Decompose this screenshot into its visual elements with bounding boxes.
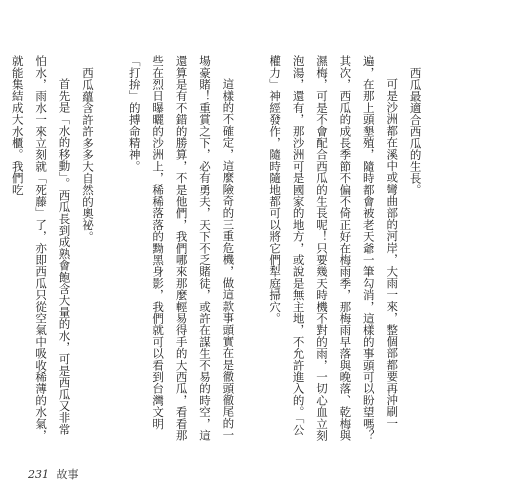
paragraph-4: 西瓜蘊含許許多多大自然的奧祕。 — [80, 66, 95, 242]
paragraph-5: 首先是「水的移動」。西瓜長到成熟會飽含大量的水，可是西瓜又非常怕水，雨水一來立刻就「死藤」了，亦即西瓜只從空氣中吸收稀薄的水氣，就能集結成大水櫃。我們吃 — [10, 55, 72, 442]
page-footer — [28, 466, 79, 482]
paragraph-3: 這樣的不確定，這麼險奇的三重危機，做這款事頭實在是徹頭徹尾的一場豪賭！重賞之下，必有勇夫，天下不乏賭徒，或許在謀生不易的時空，這還算是有不錯的勝算，不是他們，我們哪來那麼輕易得手的大西瓜，看看那些在烈日曝曬的沙洲上，稀稀落落的黝黑身影，我們就可以看到台灣文明「打拚」的搏命精神。 — [127, 55, 236, 442]
page-number: 231 — [28, 468, 49, 481]
paragraph-2: 可是沙洲都在溪中或彎曲部的河岸，大雨一來，整個部都要再沖刷一遍，在那上頭墾殖，隨時都會被老天爺一筆勾消，這樣的事頭可以盼望嗎？其次，西瓜的成長季節不偏不倚正好在梅雨季，那梅雨早落與晚落、乾梅與濕梅，可是不會配合西瓜的生長呢！只要幾天時機不對的雨，一切心血立刻泡湯，還有，那沙洲可是國家的地方，或說是無主地，不允許進入的。「公權力」神經發作，隨時隨地都可以將它們犁庭掃穴。 — [268, 55, 400, 442]
vertical-text-body — [10, 55, 450, 445]
paragraph-1: 西瓜最適合西瓜的生長。 — [408, 66, 423, 196]
running-head: 故事 — [56, 468, 79, 481]
